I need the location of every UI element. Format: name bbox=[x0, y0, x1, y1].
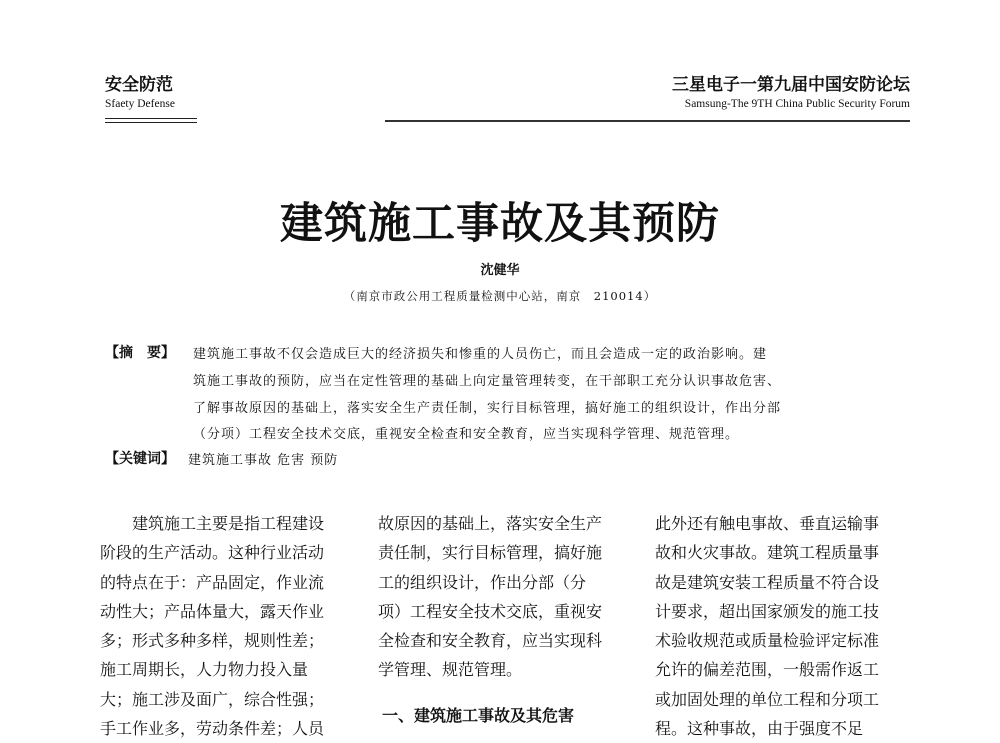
body-column-3 bbox=[655, 509, 920, 743]
forum-title: 三星电子一第九届中国安防论坛 bbox=[672, 75, 910, 95]
abstract-line: 筑施工事故的预防，应当在定性管理的基础上向定量管理转变，在干部职工充分认识事故危害、 bbox=[193, 374, 782, 389]
body-line: 阶段的生产活动。这种行业活动 bbox=[100, 543, 325, 563]
body-column-1 bbox=[100, 509, 365, 743]
body-line: 大；施工涉及面广，综合性强； bbox=[100, 689, 325, 709]
body-line: 程。这种事故，由于强度不足 bbox=[655, 719, 864, 739]
abstract-line: 建筑施工事故不仅会造成巨大的经济损失和惨重的人员伤亡，而且会造成一定的政治影响。建 bbox=[193, 347, 768, 362]
body-line: 全检查和安全教育，应当实现科 bbox=[378, 631, 603, 651]
body-line: 学管理、规范管理。 bbox=[378, 660, 523, 680]
header-rule bbox=[105, 122, 197, 123]
body-line: 施工周期长，人力物力投入量 bbox=[100, 660, 309, 680]
keywords: 建筑施工事故 危害 预防 bbox=[188, 453, 339, 468]
abstract-line: 了解事故原因的基础上，落实安全生产责任制，实行目标管理，搞好施工的组织设计，作出分部 bbox=[193, 401, 782, 416]
body-line: 动性大；产品体量大，露天作业 bbox=[100, 601, 325, 621]
body-line: 建筑施工主要是指工程建设 bbox=[100, 514, 325, 533]
journal-section-title: 安全防范 bbox=[105, 75, 173, 95]
body-line: 项）工程安全技术交底，重视安 bbox=[378, 601, 603, 621]
forum-subtitle: Samsung-The 9TH China Public Security Forum bbox=[684, 98, 910, 110]
section-spacer bbox=[378, 685, 643, 701]
journal-section-subtitle: Sfaety Defense bbox=[105, 98, 175, 110]
body-line: 手工作业多，劳动条件差；人员 bbox=[100, 719, 325, 739]
body-line: 计要求，超出国家颁发的施工技 bbox=[655, 601, 880, 621]
article-affiliation: （南京市政公用工程质量检测中心站，南京 210014） bbox=[343, 289, 657, 303]
keywords-label: 【关键词】 bbox=[105, 451, 175, 467]
body-line: 故和火灾事故。建筑工程质量事 bbox=[655, 543, 880, 563]
body-line: 允许的偏差范围，一般需作返工 bbox=[655, 660, 880, 680]
body-line: 故原因的基础上，落实安全生产 bbox=[378, 514, 603, 533]
body-line: 责任制，实行目标管理，搞好施 bbox=[378, 543, 603, 563]
body-line: 多；形式多种多样，规则性差； bbox=[100, 631, 325, 651]
section-heading: 一、建筑施工事故及其危害 bbox=[382, 705, 575, 725]
header-rule bbox=[105, 118, 197, 119]
body-line: 此外还有触电事故、垂直运输事 bbox=[655, 514, 880, 533]
abstract-label: 【摘 要】 bbox=[105, 345, 175, 361]
abstract-line: （分项）工程安全技术交底，重视安全检查和安全教育，应当实现科学管理、规范管理。 bbox=[193, 427, 740, 442]
article-title: 建筑施工事故及其预防 bbox=[280, 199, 720, 249]
body-column-2 bbox=[378, 509, 643, 730]
body-line: 或加固处理的单位工程和分项工 bbox=[655, 689, 880, 709]
body-line: 术验收规范或质量检验评定标准 bbox=[655, 631, 880, 651]
body-line: 工的组织设计，作出分部（分 bbox=[378, 572, 587, 592]
body-line: 故是建筑安装工程质量不符合设 bbox=[655, 572, 880, 592]
body-line: 的特点在于：产品固定，作业流 bbox=[100, 572, 325, 592]
header-rule bbox=[385, 120, 910, 122]
article-author: 沈健华 bbox=[480, 263, 520, 278]
